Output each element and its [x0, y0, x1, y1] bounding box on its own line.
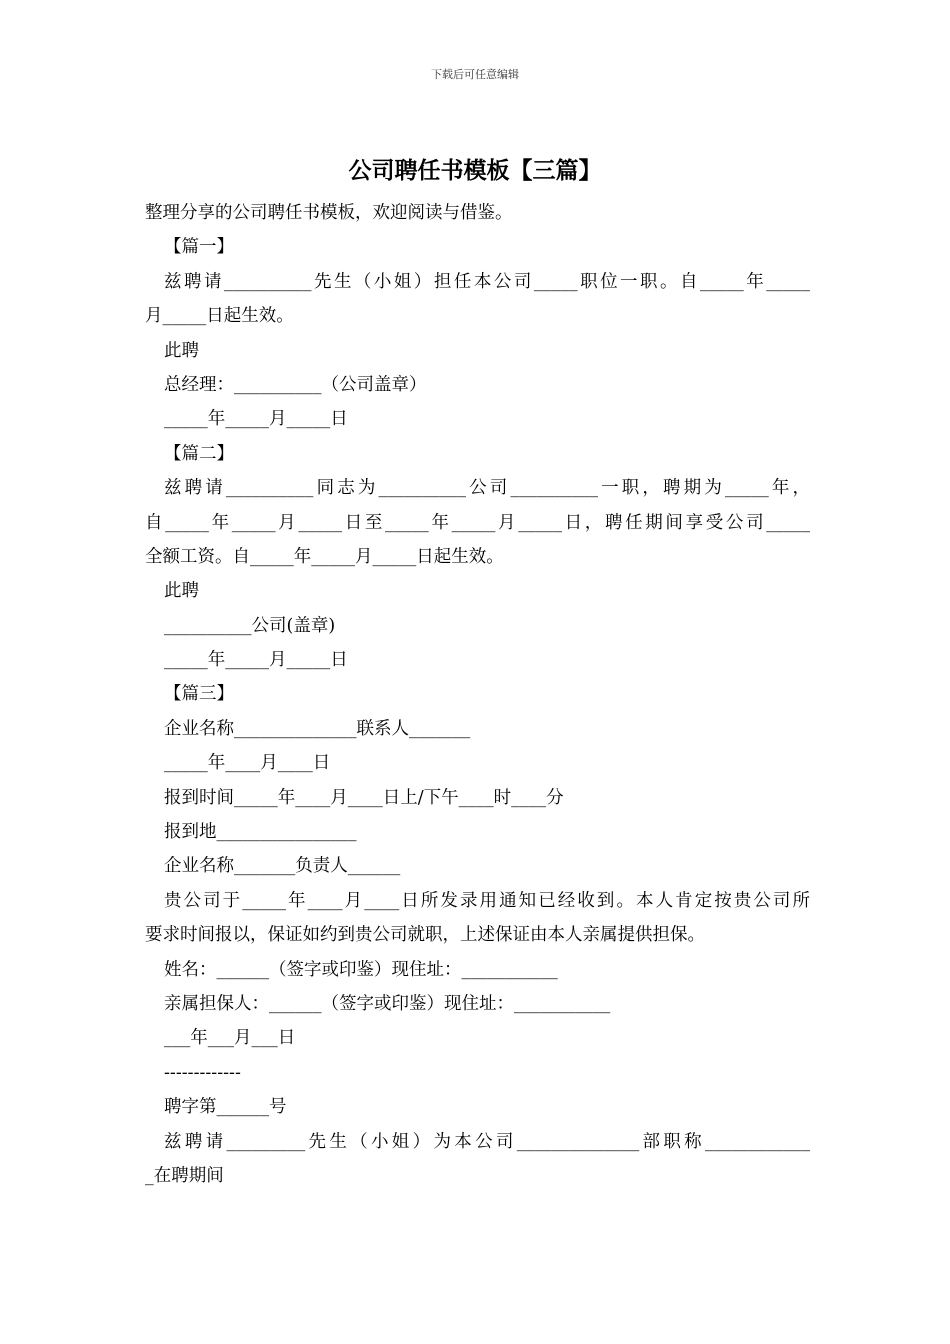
body-line: 自_____年_____月_____日至_____年_____月_____日，聘任期间享受公司_____: [145, 512, 810, 533]
section-3-heading: 【篇三】: [164, 684, 234, 705]
date-line: ___年___月___日: [164, 1028, 296, 1049]
body-line: 姓名：______（签字或印鉴）现住址：___________: [164, 959, 558, 980]
body-line: 亲属担保人：______（签字或印鉴）现住址：___________: [164, 993, 611, 1014]
date-line: _____年_____月_____日: [164, 650, 348, 671]
body-line: 此聘: [164, 340, 199, 361]
body-line: __________公司(盖章): [164, 615, 336, 636]
body-line: 报到时间_____年____月____日上/下午____时____分: [164, 787, 564, 808]
body-line: 兹聘请_________先生（小姐）为本公司______________部职称____________: [164, 1131, 810, 1152]
date-line: _____年_____月_____日: [164, 409, 348, 430]
body-line: 报到地________________: [164, 822, 357, 843]
document-body: [145, 196, 810, 1193]
body-line: 企业名称______________联系人_______: [164, 718, 471, 739]
section-2-heading: 【篇二】: [164, 443, 234, 464]
body-line: _在聘期间: [145, 1165, 224, 1186]
intro-paragraph: 整理分享的公司聘任书模板，欢迎阅读与借鉴。: [145, 203, 513, 223]
body-line: 此聘: [164, 581, 199, 602]
body-line: 总经理：__________（公司盖章）: [164, 374, 427, 395]
body-line: 兹聘请__________同志为__________公司__________一职，聘期为_____年，: [164, 478, 810, 499]
body-line: 聘字第______号: [164, 1097, 287, 1118]
date-line: _____年____月____日: [164, 753, 331, 774]
body-line: 企业名称_______负责人______: [164, 856, 401, 877]
separator-line: -------------: [164, 1062, 241, 1083]
document-title: 公司聘任书模板【三篇】: [348, 157, 602, 184]
body-line: 兹聘请__________先生（小姐）担任本公司_____职位一职。自_____年_____: [164, 271, 810, 292]
body-line: 月_____日起生效。: [145, 306, 294, 327]
body-line: 贵公司于_____年____月____日所发录用通知已经收到。本人肯定按贵公司所: [164, 890, 810, 911]
section-1-heading: 【篇一】: [164, 237, 234, 258]
body-line: 全额工资。自_____年_____月_____日起生效。: [145, 546, 504, 567]
header-note: 下载后可任意编辑: [431, 68, 519, 81]
body-line: 要求时间报以，保证如约到贵公司就职，上述保证由本人亲属提供担保。: [145, 925, 705, 946]
